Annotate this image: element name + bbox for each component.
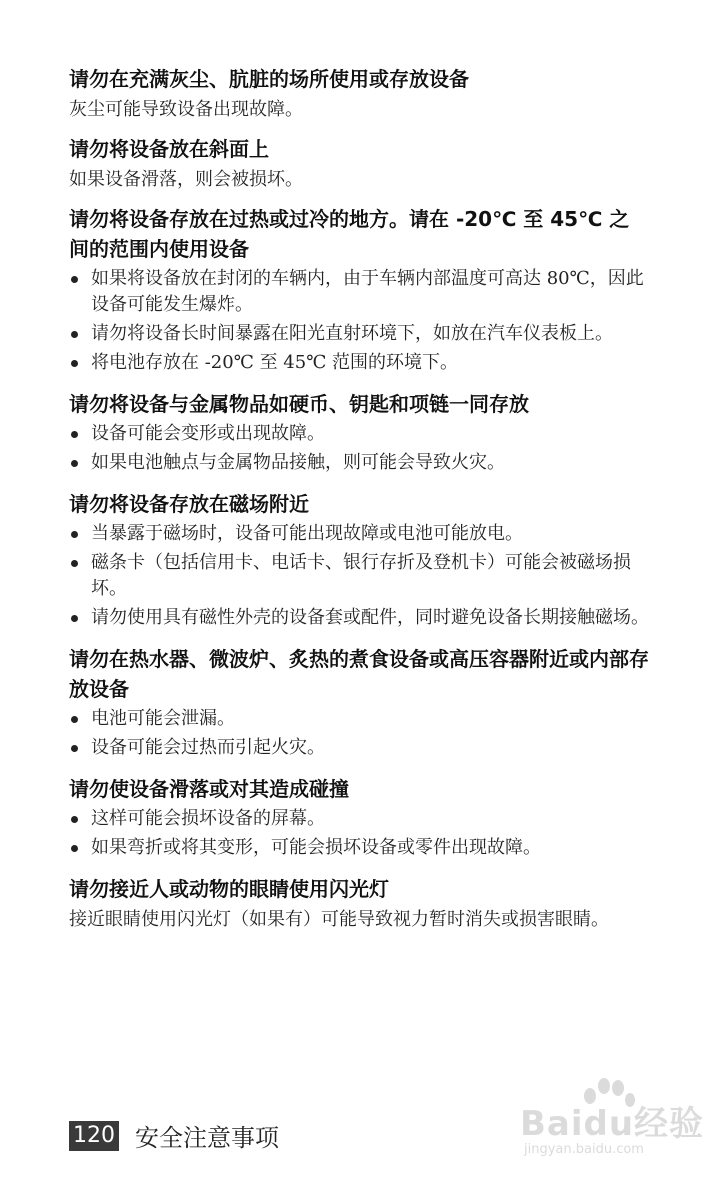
section-magnetic [69,489,649,631]
bullet-list [69,706,649,761]
bullet-icon [71,560,78,567]
bullet-icon [71,745,78,752]
bullet-item: 如果将设备放在封闭的车辆内，由于车辆内部温度可高达 80℃，因此设备可能发生爆炸。 [69,266,649,318]
section-paragraph: 如果设备滑落，则会被损坏。 [69,169,303,190]
chapter-title: 安全注意事项 [135,1124,279,1152]
section-metal [69,389,649,476]
page-footer [69,1118,279,1153]
bullet-item: 如果弯折或将其变形，可能会损坏设备或零件出现故障。 [69,835,649,861]
bullet-list [69,421,649,476]
section-heading: 请勿将设备与金属物品如硬币、钥匙和项链一同存放 [69,392,529,416]
bullet-icon [71,360,78,367]
bullet-icon [71,845,78,852]
bullet-item: 将电池存放在 -20℃ 至 45℃ 范围的环境下。 [69,350,649,376]
section-temperature [69,204,649,376]
section-heat-sources [69,644,649,761]
page-number: 120 [69,1121,119,1151]
bullet-item: 磁条卡（包括信用卡、电话卡、银行存折及登机卡）可能会被磁场损坏。 [69,550,649,602]
watermark-brand: Baidu经验 [520,1104,705,1144]
bullet-item: 这样可能会损坏设备的屏幕。 [69,806,649,832]
bullet-list [69,521,649,631]
bullet-item: 电池可能会泄漏。 [69,706,649,732]
bullet-icon [71,431,78,438]
bullet-item: 当暴露于磁场时，设备可能出现故障或电池可能放电。 [69,521,649,547]
section-slope [69,134,649,194]
bullet-icon [71,716,78,723]
section-heading: 请勿将设备存放在过热或过冷的地方。请在 -20℃ 至 45℃ 之间的范围内使用设备 [69,207,630,261]
bullet-icon [71,615,78,622]
bullet-icon [71,531,78,538]
section-heading: 请勿将设备放在斜面上 [69,137,269,161]
bullet-item: 请勿将设备长时间暴露在阳光直射环境下，如放在汽车仪表板上。 [69,321,649,347]
watermark-logo [520,1078,710,1168]
section-heading: 请勿将设备存放在磁场附近 [69,492,309,516]
bullet-item: 设备可能会变形或出现故障。 [69,421,649,447]
bullet-icon [71,460,78,467]
document-body [69,64,649,934]
section-heading: 请勿使设备滑落或对其造成碰撞 [69,777,349,801]
section-paragraph: 灰尘可能导致设备出现故障。 [69,99,303,120]
bullet-item: 如果电池触点与金属物品接触，则可能会导致火灾。 [69,450,649,476]
bullet-item: 设备可能会过热而引起火灾。 [69,735,649,761]
watermark-url: jingyan.baidu.com [524,1142,644,1157]
bullet-list [69,266,649,376]
bullet-icon [71,276,78,283]
section-drop [69,774,649,861]
section-paragraph: 接近眼睛使用闪光灯（如果有）可能导致视力暂时消失或损害眼睛。 [69,909,609,930]
section-heading: 请勿在充满灰尘、肮脏的场所使用或存放设备 [69,67,469,91]
bullet-icon [71,331,78,338]
bullet-icon [71,816,78,823]
bullet-list [69,806,649,861]
section-flash [69,874,649,934]
bullet-item: 请勿使用具有磁性外壳的设备套或配件，同时避免设备长期接触磁场。 [69,605,649,631]
section-heading: 请勿在热水器、微波炉、炙热的煮食设备或高压容器附近或内部存放设备 [69,647,649,701]
section-heading: 请勿接近人或动物的眼睛使用闪光灯 [69,877,389,901]
section-dust [69,64,649,124]
